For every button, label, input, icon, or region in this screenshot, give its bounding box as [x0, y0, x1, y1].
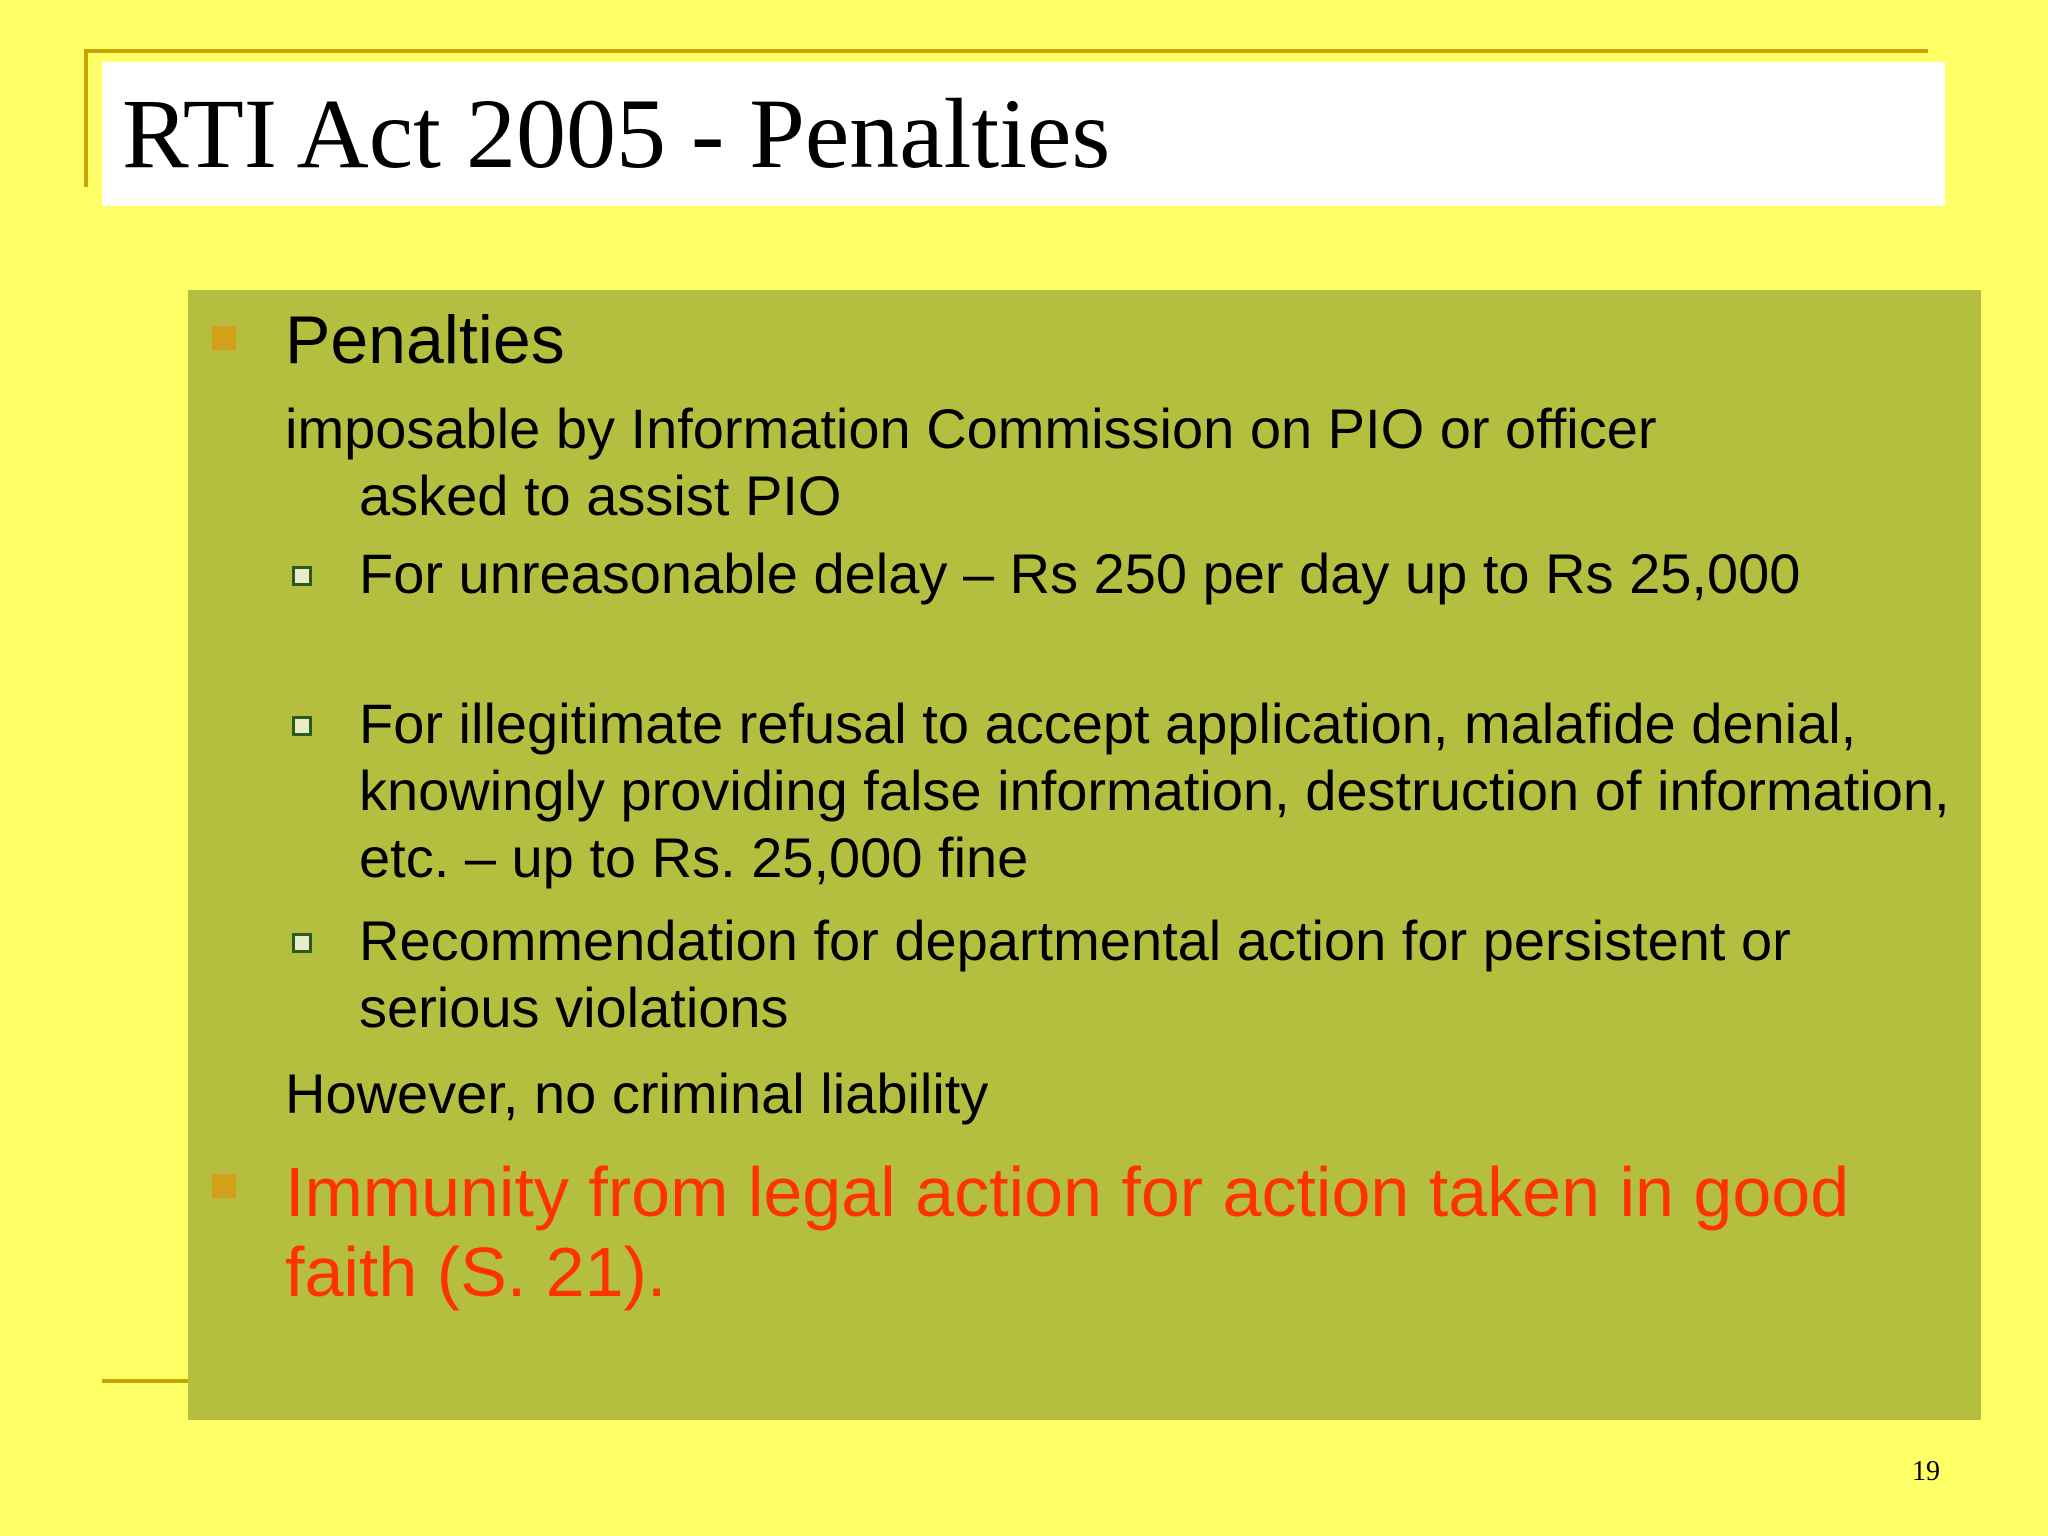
intro-line-1: imposable by Information Commission on PIO or officer [285, 397, 1657, 460]
frame-left-line [84, 49, 88, 187]
hollow-square-bullet-icon [292, 933, 312, 953]
frame-top-line [84, 49, 1928, 53]
intro-line-2: asked to assist PIO [359, 464, 842, 527]
hollow-square-bullet-icon [292, 566, 312, 586]
square-bullet-icon [212, 326, 236, 350]
closing-line: However, no criminal liability [285, 1062, 989, 1125]
title-box [102, 62, 1945, 206]
subitem-delay: For unreasonable delay – Rs 250 per day up to Rs 25,000 [359, 542, 1801, 605]
immunity-text: Immunity from legal action for action taken in good faith (S. 21). [285, 1153, 1850, 1311]
penalties-heading: Penalties [285, 302, 565, 378]
subitem-departmental-action: Recommendation for departmental action for persistent or serious violations [359, 909, 1791, 1039]
square-bullet-icon [212, 1174, 236, 1198]
subitem-refusal: For illegitimate refusal to accept application, malafide denial, knowingly providing false information, destruction of information, etc. – up to Rs. 25,000 fine [359, 692, 1950, 889]
page-number: 19 [1912, 1456, 1940, 1487]
hollow-square-bullet-icon [292, 716, 312, 736]
slide-title: RTI Act 2005 - Penalties [122, 78, 1111, 189]
content-box [188, 290, 1981, 1420]
